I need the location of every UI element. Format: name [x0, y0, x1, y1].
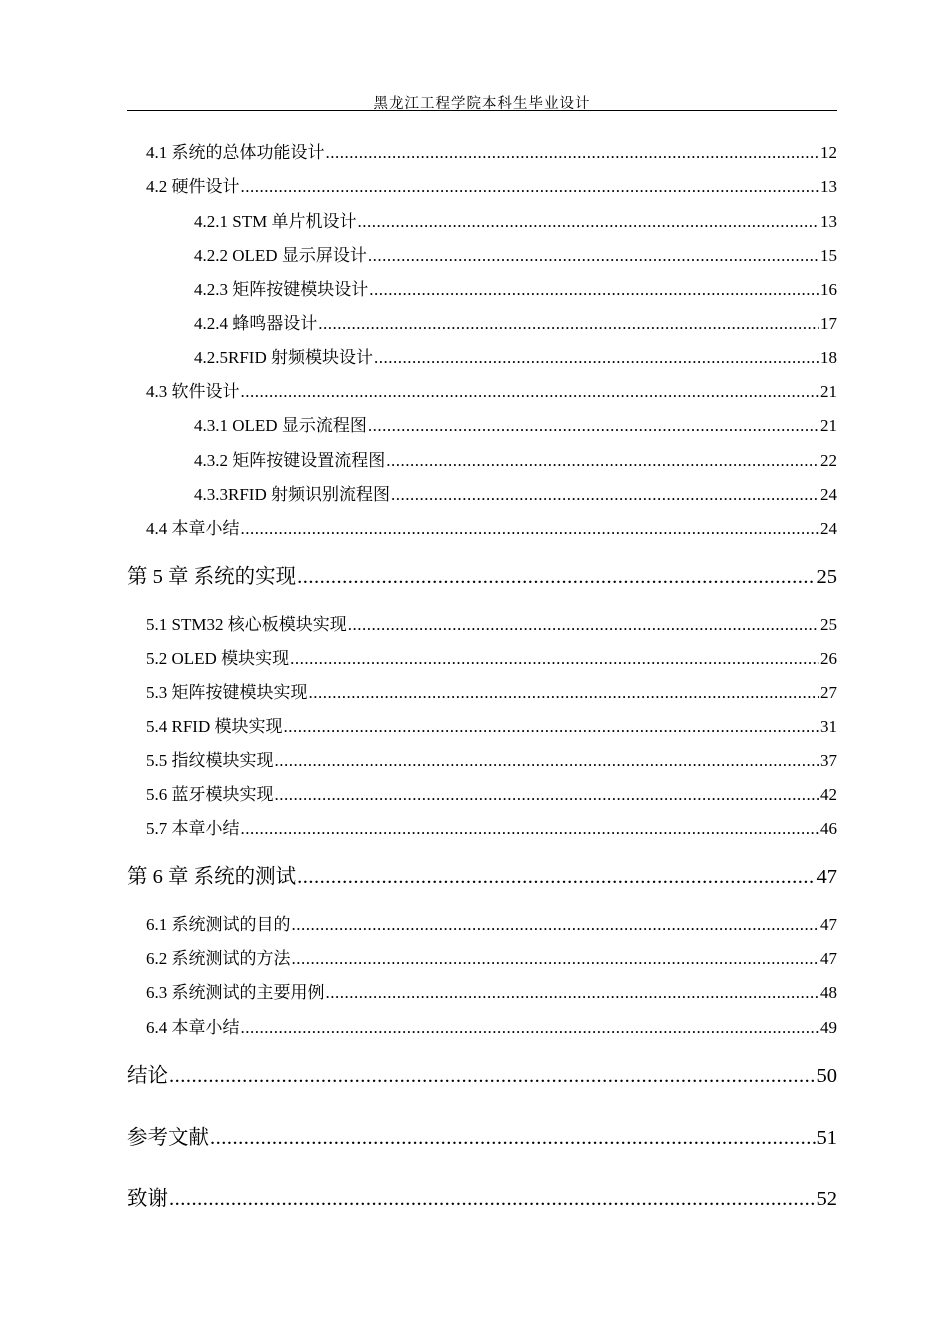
toc-leader	[292, 915, 820, 935]
toc-entry-title: 5.1 STM32 核心板模块实现	[146, 615, 347, 634]
toc-page-number: 24	[820, 485, 837, 504]
toc-page-number: 46	[820, 819, 837, 838]
toc-entry-4-2-5[interactable]	[194, 343, 837, 368]
toc-entry-5-7[interactable]	[146, 814, 837, 839]
toc-entry-title: 6.2 系统测试的方法	[146, 949, 291, 968]
toc-entry-title: 6.4 本章小结	[146, 1018, 240, 1037]
toc-leader	[275, 751, 820, 771]
toc-leader	[391, 485, 819, 505]
toc-entry-4-3-1[interactable]	[194, 411, 837, 436]
toc-leader	[374, 348, 819, 368]
toc-leader	[318, 314, 819, 334]
toc-entry-6-4[interactable]	[146, 1013, 837, 1038]
toc-entry-5-5[interactable]	[146, 746, 837, 771]
toc-entry-title: 4.4 本章小结	[146, 519, 240, 538]
toc-page-number: 49	[820, 1018, 837, 1037]
toc-page-number: 22	[820, 451, 837, 470]
page-header: 黑龙江工程学院本科生毕业设计	[373, 96, 591, 112]
toc-leader	[241, 1018, 820, 1038]
toc-leader	[210, 1127, 816, 1150]
toc-entry-title: 5.5 指纹模块实现	[146, 751, 274, 770]
toc-leader	[283, 717, 819, 737]
toc-entry-title: 5.4 RFID 模块实现	[146, 717, 283, 736]
toc-page-number: 13	[820, 212, 837, 231]
toc-entry-4-3-2[interactable]	[194, 446, 837, 471]
toc-leader	[275, 785, 820, 805]
toc-entry-references[interactable]	[127, 1120, 837, 1150]
toc-page-number: 15	[820, 246, 837, 265]
toc-page-number: 27	[820, 683, 837, 702]
toc-entry-title: 4.2.1 STM 单片机设计	[194, 212, 357, 231]
toc-entry-title: 4.2.4 蜂鸣器设计	[194, 314, 318, 333]
toc-entry-title: 6.1 系统测试的目的	[146, 915, 291, 934]
toc-entry-6-3[interactable]	[146, 978, 837, 1003]
toc-entry-title: 4.2.3 矩阵按键模块设计	[194, 280, 369, 299]
toc-leader	[369, 280, 819, 300]
toc-leader	[169, 1188, 816, 1211]
toc-entry-4-1[interactable]	[146, 138, 837, 163]
toc-entry-4-2-3[interactable]	[194, 275, 837, 300]
toc-page-number: 13	[820, 177, 837, 196]
toc-entry-title: 5.7 本章小结	[146, 819, 240, 838]
toc-leader	[241, 819, 820, 839]
toc-entry-title: 6.3 系统测试的主要用例	[146, 983, 325, 1002]
toc-entry-6-2[interactable]	[146, 944, 837, 969]
toc-entry-title: 第 5 章 系统的实现	[127, 566, 297, 588]
toc-page-number: 18	[820, 348, 837, 367]
toc-entry-title: 4.2.2 OLED 显示屏设计	[194, 246, 367, 265]
toc-entry-5-3[interactable]	[146, 678, 837, 703]
toc-page-number: 25	[820, 615, 837, 634]
toc-page-number: 52	[816, 1188, 837, 1210]
toc-leader	[241, 382, 820, 402]
toc-page-number: 37	[820, 751, 837, 770]
toc-entry-4-2-4[interactable]	[194, 309, 837, 334]
toc-leader	[368, 246, 819, 266]
toc-entry-4-4[interactable]	[146, 514, 837, 539]
toc-page-number: 26	[820, 649, 837, 668]
toc-page-number: 21	[820, 416, 837, 435]
toc-page-number: 24	[820, 519, 837, 538]
toc-entry-conclusion[interactable]	[127, 1058, 837, 1088]
toc-leader	[169, 1065, 816, 1088]
toc-entry-title: 第 6 章 系统的测试	[127, 866, 297, 888]
toc-leader	[326, 983, 820, 1003]
toc-leader	[241, 519, 820, 539]
toc-page-number: 47	[820, 915, 837, 934]
toc-entry-title: 4.2 硬件设计	[146, 177, 240, 196]
toc-leader	[292, 949, 820, 969]
toc-entry-title: 5.6 蓝牙模块实现	[146, 785, 274, 804]
toc-entry-chapter-6[interactable]	[127, 859, 837, 889]
toc-entry-5-4[interactable]	[146, 712, 837, 737]
toc-entry-4-2-2[interactable]	[194, 241, 837, 266]
toc-entry-title: 4.1 系统的总体功能设计	[146, 143, 325, 162]
toc-leader	[326, 143, 820, 163]
toc-entry-5-1[interactable]	[146, 610, 837, 635]
toc-entry-title: 4.3.1 OLED 显示流程图	[194, 416, 367, 435]
toc-entry-acknowledgements[interactable]	[127, 1181, 837, 1211]
toc-page-number: 17	[820, 314, 837, 333]
toc-leader	[357, 212, 819, 232]
toc-leader	[368, 416, 819, 436]
toc-leader	[297, 866, 815, 889]
toc-leader	[348, 615, 819, 635]
toc-entry-chapter-5[interactable]	[127, 559, 837, 589]
toc-entry-6-1[interactable]	[146, 910, 837, 935]
toc-page-number: 47	[820, 949, 837, 968]
toc-entry-5-2[interactable]	[146, 644, 837, 669]
toc-entry-title: 5.3 矩阵按键模块实现	[146, 683, 308, 702]
toc-leader	[386, 451, 819, 471]
toc-page-number: 12	[820, 143, 837, 162]
toc-entry-4-3-3[interactable]	[194, 480, 837, 505]
toc-page-number: 48	[820, 983, 837, 1002]
toc-page-number: 31	[820, 717, 837, 736]
toc-leader	[290, 649, 819, 669]
toc-page-number: 25	[816, 566, 837, 588]
toc-entry-5-6[interactable]	[146, 780, 837, 805]
toc-page-number: 51	[816, 1127, 837, 1149]
toc-page-number: 50	[816, 1065, 837, 1087]
toc-entry-title: 5.2 OLED 模块实现	[146, 649, 290, 668]
toc-entry-title: 结论	[127, 1065, 168, 1087]
toc-leader	[241, 177, 820, 197]
toc-entry-4-3[interactable]	[146, 377, 837, 402]
toc-page-number: 47	[816, 866, 837, 888]
toc-page-number: 21	[820, 382, 837, 401]
toc-page-number: 16	[820, 280, 837, 299]
toc-entry-4-2[interactable]	[146, 172, 837, 197]
toc-leader	[297, 566, 815, 589]
toc-leader	[309, 683, 820, 703]
toc-entry-4-2-1[interactable]	[194, 207, 837, 232]
toc-page-number: 42	[820, 785, 837, 804]
toc-entry-title: 4.3.2 矩阵按键设置流程图	[194, 451, 386, 470]
toc-entry-title: 4.3.3RFID 射频识别流程图	[194, 485, 390, 504]
toc-entry-title: 致谢	[127, 1188, 168, 1210]
toc-entry-title: 4.3 软件设计	[146, 382, 240, 401]
toc-entry-title: 参考文献	[127, 1127, 209, 1149]
toc-entry-title: 4.2.5RFID 射频模块设计	[194, 348, 373, 367]
